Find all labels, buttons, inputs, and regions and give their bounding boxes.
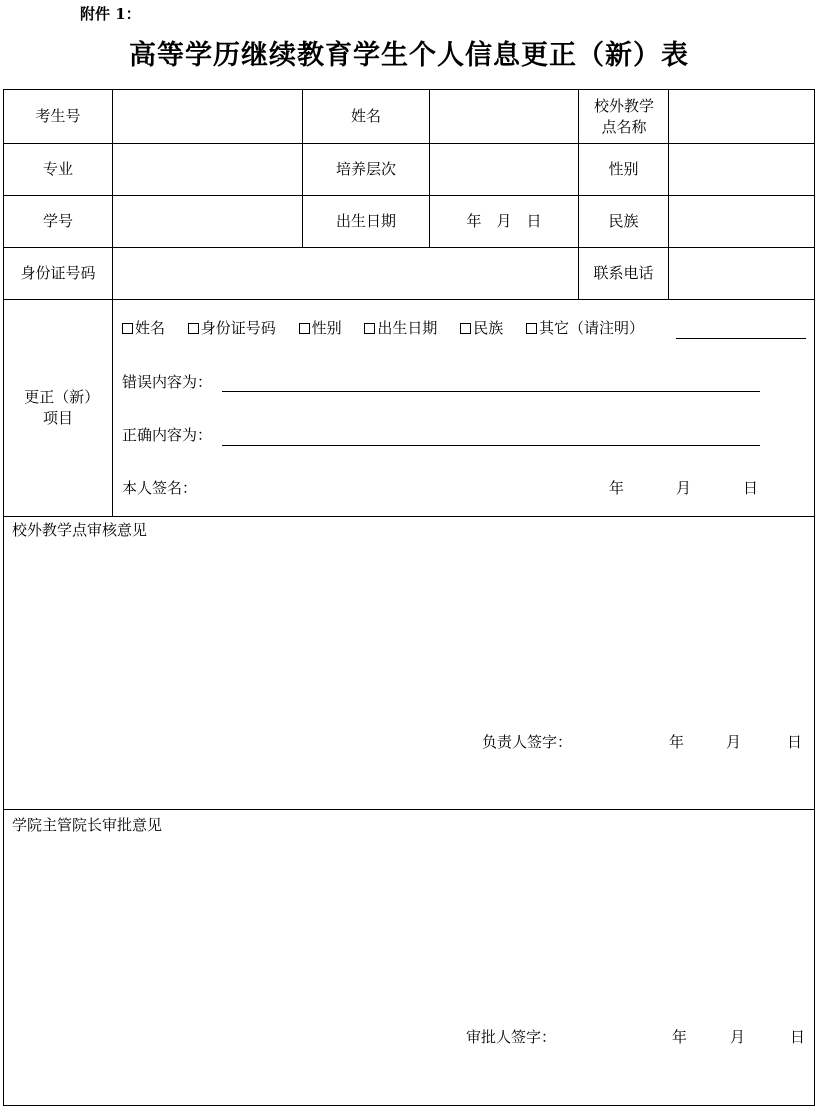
dean-review-month: 月 [730, 1028, 746, 1046]
self-sign-day: 日 [743, 479, 759, 497]
checkbox-icon[interactable] [526, 323, 537, 334]
checkbox-icon[interactable] [188, 323, 199, 334]
student-no-field[interactable] [113, 90, 302, 143]
table-border-bottom [3, 1105, 815, 1106]
option-gender[interactable]: 性别 [299, 319, 342, 337]
correction-options [122, 318, 644, 338]
ethnicity-field[interactable] [669, 196, 814, 247]
level-field[interactable] [430, 144, 578, 195]
option-ethnicity[interactable]: 民族 [460, 319, 503, 337]
phone-field[interactable] [669, 248, 814, 299]
row-divider [3, 299, 815, 300]
id-label: 学号 [42, 212, 73, 230]
center-label: 校外教学点名称 [593, 96, 654, 136]
name-label: 姓名 [350, 107, 381, 125]
wrong-content-label: 错误内容为： [122, 373, 213, 391]
correction-label: 更正（新）项目 [24, 388, 92, 427]
center-review-sign-label: 负责人签字： [482, 733, 573, 751]
idcard-field[interactable] [113, 248, 578, 299]
birth-label: 出生日期 [335, 212, 396, 230]
wrong-content-line[interactable] [222, 391, 760, 392]
level-label: 培养层次 [335, 160, 396, 178]
option-idcard[interactable]: 身份证号码 [188, 319, 276, 337]
center-review-heading: 校外教学点审核意见 [12, 521, 148, 539]
name-field[interactable] [430, 90, 578, 143]
checkbox-icon[interactable] [460, 323, 471, 334]
center-field[interactable] [669, 90, 814, 143]
checkbox-icon[interactable] [122, 323, 133, 334]
dean-review-heading: 学院主管院长审批意见 [12, 816, 163, 834]
major-field[interactable] [113, 144, 302, 195]
gender-label: 性别 [608, 160, 639, 178]
checkbox-icon[interactable] [299, 323, 310, 334]
row-divider [3, 516, 815, 517]
center-review-year: 年 [669, 733, 685, 751]
phone-label: 联系电话 [593, 264, 654, 282]
self-sign-month: 月 [676, 479, 692, 497]
ethnicity-label: 民族 [608, 212, 639, 230]
birth-field[interactable]: 年 月 日 [466, 212, 542, 230]
option-birth[interactable]: 出生日期 [364, 319, 437, 337]
table-border-right [814, 89, 815, 1105]
checkbox-icon[interactable] [364, 323, 375, 334]
right-content-line[interactable] [222, 445, 760, 446]
dean-review-day: 日 [790, 1028, 806, 1046]
option-other[interactable]: 其它（请注明） [526, 319, 644, 337]
page-title: 高等学历继续教育学生个人信息更正（新）表 [129, 40, 689, 71]
dean-review-sign-label: 审批人签字： [466, 1028, 557, 1046]
gender-field[interactable] [669, 144, 814, 195]
self-sign-year: 年 [609, 479, 625, 497]
row-divider [3, 809, 815, 810]
center-review-day: 日 [787, 733, 803, 751]
major-label: 专业 [42, 160, 73, 178]
idcard-label: 身份证号码 [20, 264, 96, 282]
id-field[interactable] [113, 196, 302, 247]
option-name[interactable]: 姓名 [122, 319, 165, 337]
self-sign-label: 本人签名： [122, 479, 198, 497]
dean-review-year: 年 [672, 1028, 688, 1046]
other-blank-line[interactable] [676, 338, 806, 339]
right-content-label: 正确内容为： [122, 426, 213, 444]
center-review-month: 月 [726, 733, 742, 751]
student-no-label: 考生号 [35, 107, 81, 125]
attachment-label: 附件 1： [80, 5, 141, 23]
